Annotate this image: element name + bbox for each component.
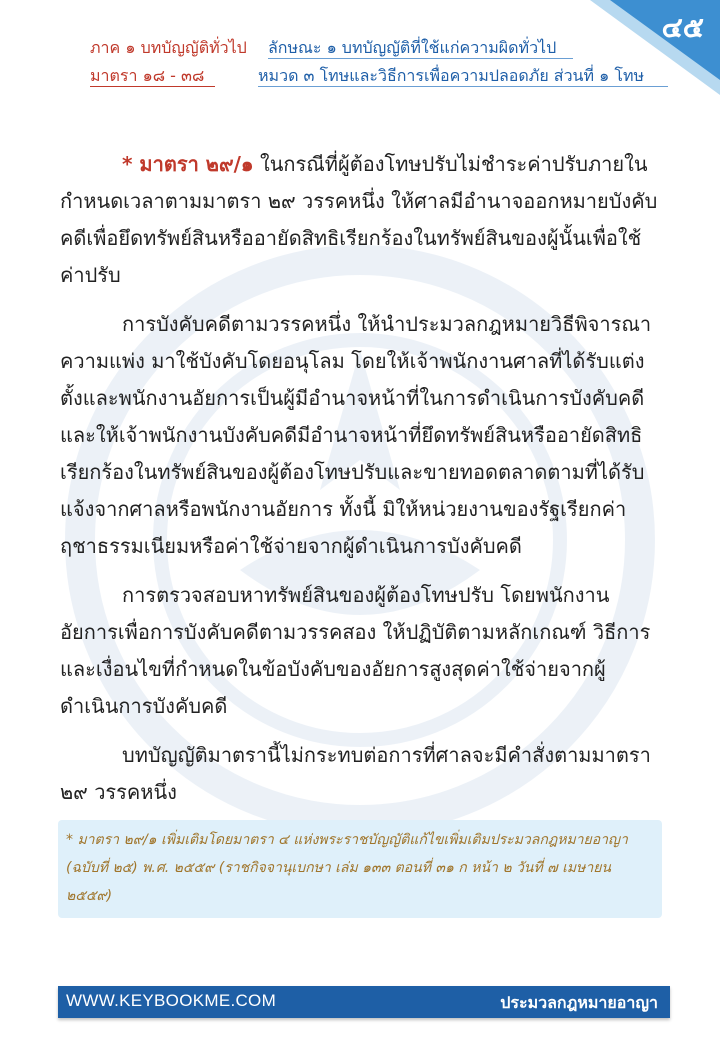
paragraph-2: การบังคับคดีตามวรรคหนึ่ง ให้นำประมวลกฎหมายวิธีพิจารณาความแพ่ง มาใช้บังคับโดยอนุโลม โดยให้เจ้าพนักงานศาลที่ได้รับแต่งตั้งและพนักงานอัยการเป็นผู้มีอำนาจหน้าที่ในการดำเนินการบังคับคดี และให้เจ้าพนักงานบังคับคดีมีอำนาจหน้าที่ยึดทรัพย์สินหรืออายัดสิทธิเรียกร้องในทรัพย์สินของผู้ต้องโทษปรับและขายทอดตลาดตามที่ได้รับแจ้งจากศาลหรือพนักงานอัยการ ทั้งนี้ มิให้หน่วยงานของรัฐเรียกค่าฤชาธรรมเนียมหรือค่าใช้จ่ายจากผู้ดำเนินการบังคับคดี: [60, 312, 652, 558]
paragraph-1: [60, 146, 662, 294]
paragraph-1-text: ในกรณีที่ผู้ต้องโทษปรับไม่ชำระค่าปรับภายในกำหนดเวลาตามมาตรา ๒๙ วรรคหนึ่ง ให้ศาลมีอำนาจออกหมายบังคับคดีเพื่อยึดทรัพย์สินหรืออายัดสิทธิเรียกร้องในทรัพย์สินของผู้นั้นเพื่อใช้ค่าปรับ: [60, 152, 658, 287]
footer-bar: [58, 986, 670, 1018]
paragraph-4: บทบัญญัติมาตรานี้ไม่กระทบต่อการที่ศาลจะมีคำสั่งตามมาตรา ๒๙ วรรคหนึ่ง: [60, 743, 651, 804]
header-underline-right: [258, 86, 668, 87]
body-content: [60, 146, 662, 823]
footnote-box: * มาตรา ๒๙/๑ เพิ่มเติมโดยมาตรา ๔ แห่งพระราชบัญญัติแก้ไขเพิ่มเติมประมวลกฎหมายอาญา (ฉบับที่ ๒๕) พ.ศ. ๒๕๕๙ (ราชกิจจานุเบกษา เล่ม ๑๓๓ ตอนที่ ๓๑ ก หน้า ๒ วันที่ ๗ เมษายน ๒๕๕๙): [58, 820, 662, 918]
paragraph-3: การตรวจสอบหาทรัพย์สินของผู้ต้องโทษปรับ โดยพนักงานอัยการเพื่อการบังคับคดีตามวรรคสอง ให้ปฏิบัติตามหลักเกณฑ์ วิธีการ และเงื่อนไขที่กำหนดในข้อบังคับของอัยการสูงสุดค่าใช้จ่ายจากผู้ดำเนินการบังคับคดี: [60, 583, 651, 718]
header-characteristic: ลักษณะ ๑ บทบัญญัติที่ใช้แก่ความผิดทั่วไป: [268, 38, 557, 57]
header-divider: [268, 58, 573, 59]
footer-book-title: ประมวลกฎหมายอาญา: [500, 993, 658, 1012]
header-underline-left: [90, 86, 215, 87]
header-division: หมวด ๓ โทษและวิธีการเพื่อความปลอดภัย ส่วนที่ ๑ โทษ: [258, 66, 645, 85]
header-part: ภาค ๑ บทบัญญัติทั่วไป: [90, 38, 247, 57]
page-number: ๔๕: [661, 11, 704, 44]
header-sections: มาตรา ๑๘ - ๓๘: [90, 66, 205, 85]
footer-website-link[interactable]: WWW.KEYBOOKME.COM: [66, 991, 277, 1010]
section-heading: * มาตรา ๒๙/๑: [122, 152, 254, 176]
